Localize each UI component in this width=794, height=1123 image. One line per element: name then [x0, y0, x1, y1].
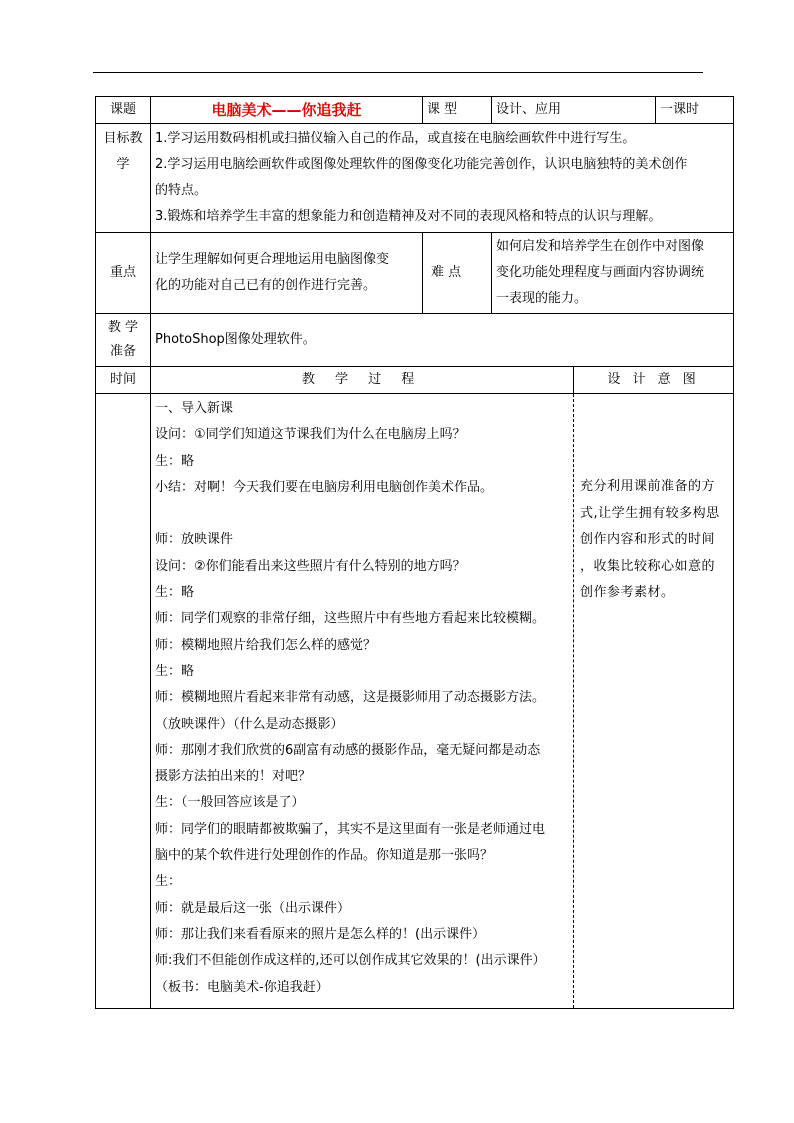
time-cell [96, 394, 151, 1009]
focus-row [96, 233, 734, 314]
process-line: 设问：②你们能看出来这些照片有什么特别的地方吗？ [155, 558, 466, 574]
preparation-label [96, 314, 151, 367]
time-header: 时间 [96, 367, 151, 394]
difficulty-line: 一表现的能力。 [496, 291, 588, 306]
process-line: 师：模糊地照片看起来非常有动感，这是摄影师用了动态摄影方法。 [155, 690, 546, 706]
process-line: （板书：电脑美术-你追我赶） [155, 979, 329, 995]
process-line: （放映课件）（什么是动态摄影） [155, 716, 344, 732]
process-line: 师：同学们观察的非常仔细，这些照片中有些地方看起来比较模糊。 [155, 611, 546, 627]
difficulty-label: 难 点 [423, 233, 492, 314]
process-line: 师：同学们的眼睛都被欺骗了，其实不是这里面有一张是老师通过电 [155, 821, 546, 837]
process-line: 生：略 [155, 585, 195, 601]
difficulty-line: 如何启发和培养学生在创作中对图像 [496, 239, 705, 254]
column-header-row [96, 367, 734, 394]
objective-item: 2.学习运用电脑绘画软件或图像处理软件的图像变化功能完善创作，认识电脑独特的美术创作 [155, 157, 688, 172]
header-rule [93, 72, 703, 73]
objective-item: 的特点。 [155, 183, 208, 198]
objectives-label: 目标教学 [96, 124, 151, 233]
hours-value: 一课时 [656, 97, 734, 124]
key-point-line: 让学生理解如何更合理地运用电脑图像变 [155, 252, 390, 267]
process-line: 生：略 [155, 663, 195, 679]
objective-item: 3.锻炼和培养学生丰富的想象能力和创造精神及对不同的表现风格和特点的认识与理解。 [155, 209, 662, 224]
key-point-content [151, 233, 423, 314]
process-line: 师：模糊地照片给我们怎么样的感觉？ [155, 637, 377, 653]
lesson-title: 电脑美术——你追我赶 [151, 97, 423, 124]
process-line: 生： [155, 874, 182, 890]
intent-content [574, 394, 734, 1009]
header-row [96, 97, 734, 124]
process-line: 师：就是最后这一张（出示课件） [155, 900, 351, 916]
objective-item: 1.学习运用数码相机或扫描仪输入自己的作品，或直接在电脑绘画软件中进行写生。 [155, 131, 636, 146]
key-point-label: 重点 [96, 233, 151, 314]
course-label: 课题 [96, 97, 151, 124]
preparation-label-line: 准备 [109, 344, 136, 359]
preparation-label-line: 教 学 [107, 320, 139, 335]
process-line: 师：那让我们来看看原来的照片是怎么样的！(出示课件） [155, 926, 486, 942]
process-content [151, 394, 574, 1009]
process-line: 生：（一般回答应该是了） [155, 795, 305, 811]
type-value: 设计、应用 [492, 97, 656, 124]
process-line: 小结：对啊！今天我们要在电脑房利用电脑创作美术作品。 [155, 479, 494, 495]
preparation-row [96, 314, 734, 367]
process-line: 一、导入新课 [155, 401, 234, 416]
difficulty-content [492, 233, 734, 314]
difficulty-line: 变化功能处理程度与画面内容协调统 [496, 265, 705, 280]
objectives-row [96, 124, 734, 233]
process-line: 脑中的某个软件进行处理创作的作品。你知道是那一张吗？ [155, 848, 494, 864]
process-row [96, 394, 734, 1009]
process-line-blank [155, 501, 569, 527]
process-line: 师：那刚才我们欣赏的6副富有动感的摄影作品，毫无疑问都是动态 [155, 742, 541, 758]
process-line: 摄影方法拍出来的！对吧？ [155, 769, 312, 785]
intent-header: 设 计 意 图 [574, 367, 734, 394]
process-line: 设问：①同学们知道这节课我们为什么在电脑房上吗？ [155, 427, 466, 443]
preparation-value: PhotoShop图像处理软件。 [151, 314, 734, 367]
objectives-content [151, 124, 734, 233]
lesson-plan-table [95, 96, 734, 1009]
intent-text: 充分利用课前准备的方式,让学生拥有较多构思创作内容和形式的时间 ，收集比较称心如意的创作参考素材。 [580, 479, 720, 600]
process-line: 师：放映课件 [155, 532, 234, 548]
process-header: 教 学 过 程 [151, 367, 574, 394]
type-label: 课 型 [423, 97, 492, 124]
process-line: 师:我们不但能创作成这样的,还可以创作成其它效果的！(出示课件） [155, 953, 546, 969]
key-point-line: 化的功能对自己已有的创作进行完善。 [155, 278, 377, 293]
process-line: 生：略 [155, 453, 195, 469]
